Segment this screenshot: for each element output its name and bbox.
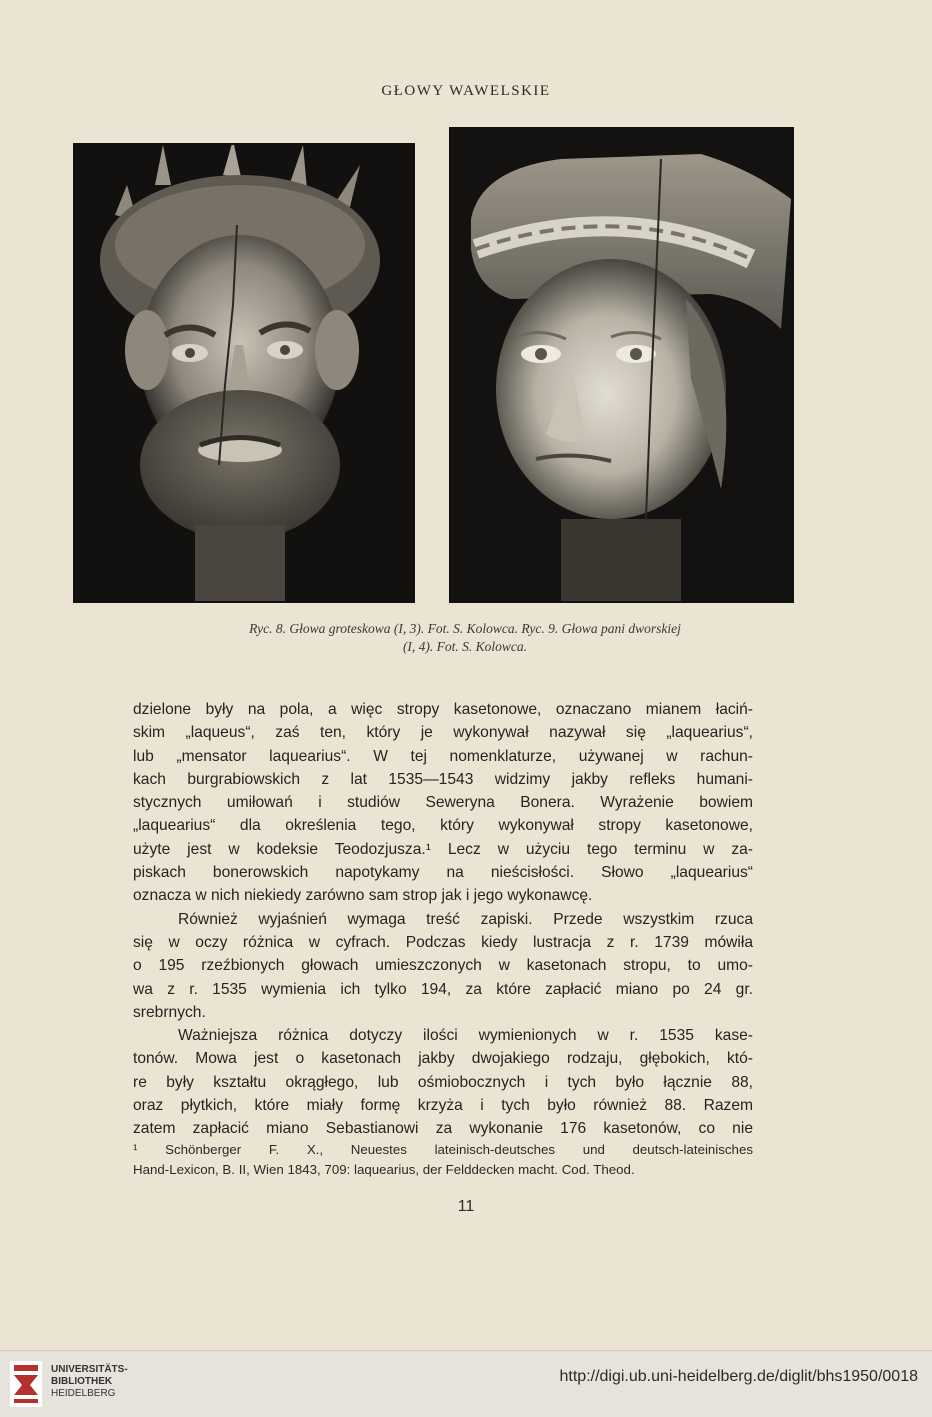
body-line: oznacza w nich niekiedy zarówno sam strop jak i jego wykonawcę. bbox=[133, 887, 593, 905]
page-number: 11 bbox=[457, 1198, 475, 1215]
caption-line-2: (I, 4). Fot. S. Kolowca. bbox=[402, 639, 528, 654]
body-line: lub „mensator laquearius“. W tej nomenklaturze, używanej w rachun- bbox=[133, 747, 753, 765]
caption-line-1: Ryc. 8. Głowa groteskowa (I, 3). Fot. S. Kolowca. Ryc. 9. Głowa pani dworskiej bbox=[249, 621, 681, 636]
court-lady-head-photo bbox=[449, 127, 794, 603]
body-line: kach burgrabiowskich z lat 1535—1543 widzimy jakby refleks humani- bbox=[133, 770, 753, 788]
body-line: re były kształtu okrągłego, lub ośmiobocznych i tych było łącznie 88, bbox=[133, 1073, 753, 1091]
body-text bbox=[133, 698, 753, 1141]
body-line: użyte jest w kodeksie Teodozjusza.¹ Lecz w użyciu tego terminu w za- bbox=[133, 840, 753, 858]
body-line: się w oczy różnica w cyfrach. Podczas kiedy lustracja z r. 1739 mówiła bbox=[133, 933, 753, 951]
figure-caption bbox=[115, 620, 815, 656]
body-line: srebrnych. bbox=[133, 1003, 206, 1021]
body-line: o 195 rzeźbionych głowach umieszczonych w kasetonach stropu, to umo- bbox=[133, 957, 753, 975]
permalink-url[interactable]: http://digi.ub.uni-heidelberg.de/diglit/bhs1950/0018 bbox=[559, 1368, 918, 1385]
library-name[interactable] bbox=[51, 1364, 128, 1400]
body-line: skim „laqueus“, zaś ten, który je wykonywał nazywał się „laquearius“, bbox=[133, 724, 753, 742]
body-line: wa z r. 1535 wymienia ich tylko 194, za które zapłacić miano po 24 gr. bbox=[133, 980, 753, 998]
body-line: zatem zapłacić miano Sebastianowi za wykonanie 176 kasetonów, co nie bbox=[133, 1120, 753, 1138]
body-line: piskach bonerowskich napotykamy na nieścisłości. Słowo „laquearius“ bbox=[133, 864, 753, 882]
body-line: dzielone były na pola, a więc stropy kasetonowe, oznaczano mianem łaciń- bbox=[133, 701, 753, 718]
body-line: Ważniejsza różnica dotyczy ilości wymienionych w r. 1535 kase- bbox=[178, 1027, 753, 1045]
library-logo-icon[interactable] bbox=[10, 1361, 42, 1407]
body-line: „laquearius“ dla określenia tego, który wykonywał stropy kasetonowe, bbox=[133, 817, 753, 835]
body-line: tonów. Mowa jest o kasetonach jakby dwojakiego rodzaju, głębokich, któ- bbox=[133, 1050, 753, 1068]
footnote bbox=[133, 1140, 753, 1180]
running-head: GŁOWY WAWELSKIE bbox=[381, 83, 551, 99]
grotesque-head-photo bbox=[73, 143, 415, 603]
footnote-line-2: Hand-Lexicon, B. II, Wien 1843, 709: laquearius, der Felddecken macht. Cod. Theod. bbox=[133, 1162, 635, 1177]
viewer-footer bbox=[0, 1350, 932, 1417]
library-name-line-1: UNIVERSITÄTS- bbox=[51, 1364, 128, 1375]
body-line: oraz płytkich, które miały formę krzyża i tych było również 88. Razem bbox=[133, 1097, 753, 1115]
footnote-line-1: ¹ Schönberger F. X., Neuestes lateinisch-deutsches und deutsch-lateinisches bbox=[133, 1142, 753, 1157]
body-line: stycznych umiłowań i studiów Seweryna Bonera. Wyrażenie bowiem bbox=[133, 794, 753, 812]
body-line: Również wyjaśnień wymaga treść zapiski. Przede wszystkim rzuca bbox=[178, 910, 753, 928]
library-name-line-2: BIBLIOTHEK bbox=[51, 1376, 113, 1387]
library-name-line-3: HEIDELBERG bbox=[51, 1388, 116, 1399]
